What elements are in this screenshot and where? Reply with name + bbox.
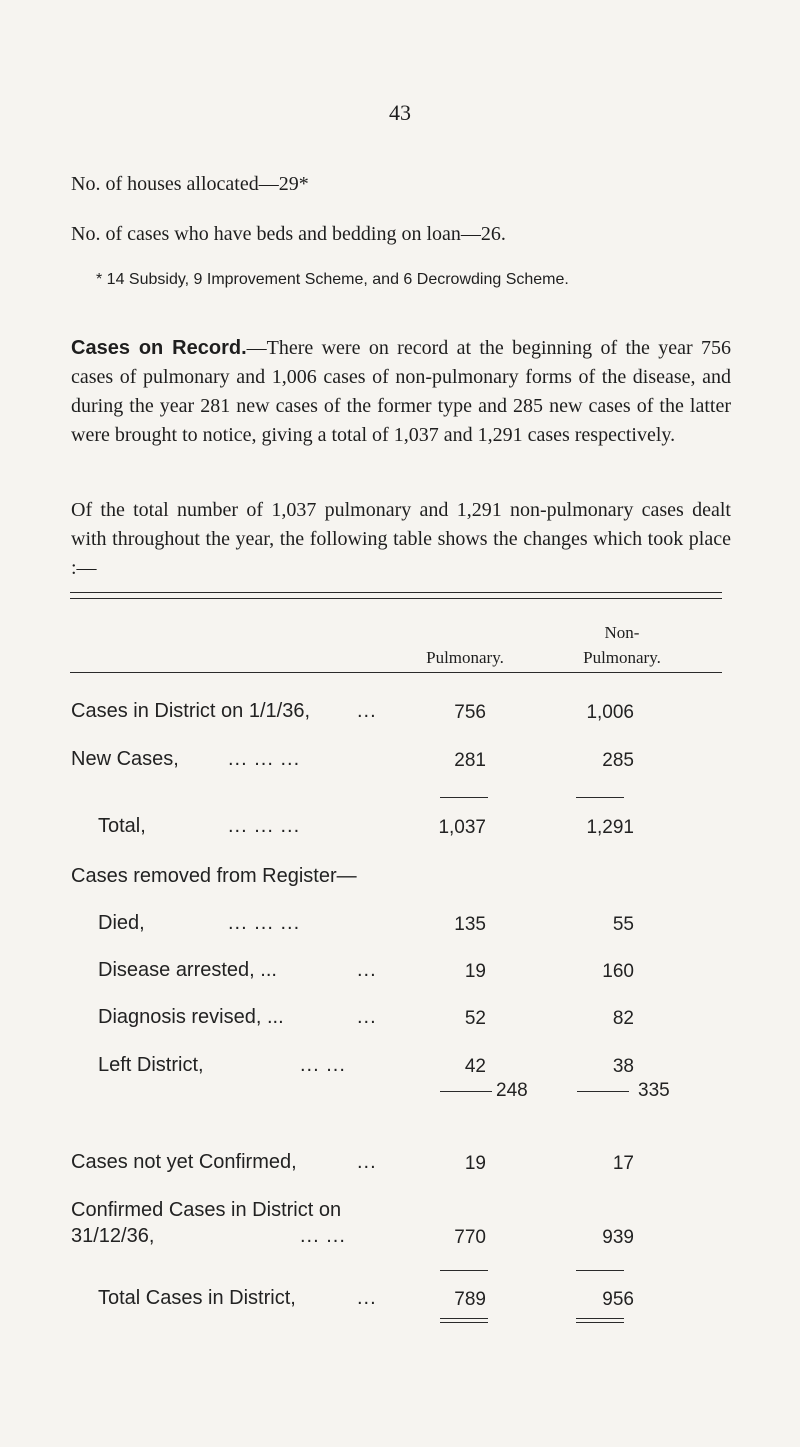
table-top-rule: [70, 592, 722, 593]
row-pulmonary: 770: [454, 1227, 486, 1248]
double-rule-non-pulmonary-1: [576, 1318, 624, 1319]
row-leader: ... ...: [300, 1054, 346, 1076]
row-label: 31/12/36,: [71, 1225, 155, 1247]
table-top-rule-2: [70, 598, 722, 599]
row-leader: ...: [357, 1287, 377, 1309]
row-non-pulmonary: 17: [612, 1153, 634, 1174]
row-leader: ...: [357, 700, 377, 722]
row-leader: ... ... ...: [228, 748, 301, 770]
header-pulmonary: Pulmonary.: [426, 648, 504, 667]
row-pulmonary: 756: [454, 702, 486, 723]
cases-on-record-paragraph: [71, 334, 731, 450]
row-label: Total,: [98, 815, 146, 837]
row-leader: ... ... ...: [228, 815, 301, 837]
sum-rule-non-pulmonary: [576, 797, 624, 798]
row-label: Disease arrested, ...: [98, 959, 277, 981]
sum-rule-non-pulmonary: [576, 1270, 624, 1271]
row-pulmonary: 281: [454, 750, 486, 771]
row-leader: ...: [357, 959, 377, 981]
subtotal-dash-pulmonary: [440, 1091, 492, 1092]
row-label: New Cases,: [71, 748, 179, 770]
row-label: Cases in District on 1/1/36,: [71, 700, 310, 722]
header-non-line1: Non-: [604, 623, 640, 642]
row-non-pulmonary: 1,291: [586, 817, 634, 838]
row-pulmonary: 52: [464, 1008, 486, 1029]
row-non-pulmonary: 38: [612, 1056, 634, 1077]
subtotal-non-pulmonary: 335: [638, 1080, 670, 1101]
double-rule-pulmonary-1: [440, 1318, 488, 1319]
sum-rule-pulmonary: [440, 1270, 488, 1271]
beds-bedding-line: No. of cases who have beds and bedding on loan—26.: [71, 223, 506, 245]
double-rule-non-pulmonary-2: [576, 1322, 624, 1323]
subtotal-dash-non-pulmonary: [577, 1091, 629, 1092]
header-bottom-rule: [70, 672, 722, 673]
row-label-section: Cases removed from Register—: [71, 865, 357, 887]
double-rule-pulmonary-2: [440, 1322, 488, 1323]
row-non-pulmonary: 55: [612, 914, 634, 935]
row-pulmonary: 789: [454, 1289, 486, 1310]
row-label: Confirmed Cases in District on: [71, 1199, 342, 1221]
row-pulmonary: 42: [464, 1056, 486, 1077]
row-non-pulmonary: 285: [602, 750, 634, 771]
houses-allocated-line: No. of houses allocated—29*: [71, 173, 309, 195]
row-non-pulmonary: 1,006: [586, 702, 634, 723]
row-non-pulmonary: 939: [602, 1227, 634, 1248]
row-pulmonary: 1,037: [438, 817, 486, 838]
footnote: * 14 Subsidy, 9 Improvement Scheme, and 6 Decrowding Scheme.: [96, 271, 569, 288]
row-pulmonary: 135: [454, 914, 486, 935]
row-label: Left District,: [98, 1054, 204, 1076]
row-label: Diagnosis revised, ...: [98, 1006, 284, 1028]
subtotal-pulmonary: 248: [496, 1080, 528, 1101]
row-pulmonary: 19: [464, 961, 486, 982]
cases-on-record-heading: Cases on Record.: [71, 337, 247, 359]
row-pulmonary: 19: [464, 1153, 486, 1174]
row-label: Total Cases in District,: [98, 1287, 296, 1309]
row-leader: ...: [357, 1151, 377, 1173]
sum-rule-pulmonary: [440, 797, 488, 798]
header-non-line2: Pulmonary.: [583, 648, 661, 667]
row-leader: ... ... ...: [228, 912, 301, 934]
table-intro-paragraph: Of the total number of 1,037 pulmonary and 1,291 non-pulmonary cases dealt with throughout the year, the following table shows the changes which took place :—: [71, 499, 731, 579]
row-leader: ...: [357, 1006, 377, 1028]
row-non-pulmonary: 160: [602, 961, 634, 982]
row-non-pulmonary: 82: [612, 1008, 634, 1029]
cases-on-record-text: —There were on record at the beginning of the year 756 cases of pulmonary and 1,006 cases of non-pulmonary forms of the disease, and during the year 281 new cases of the former type and 285 new cases of the latter were brought to notice, giving a total of 1,037 and 1,291 cases respectively.: [71, 337, 731, 446]
row-non-pulmonary: 956: [602, 1289, 634, 1310]
page-number: 43: [389, 100, 411, 125]
row-leader: ... ...: [300, 1225, 346, 1247]
row-label: Died,: [98, 912, 145, 934]
row-label: Cases not yet Confirmed,: [71, 1151, 297, 1173]
